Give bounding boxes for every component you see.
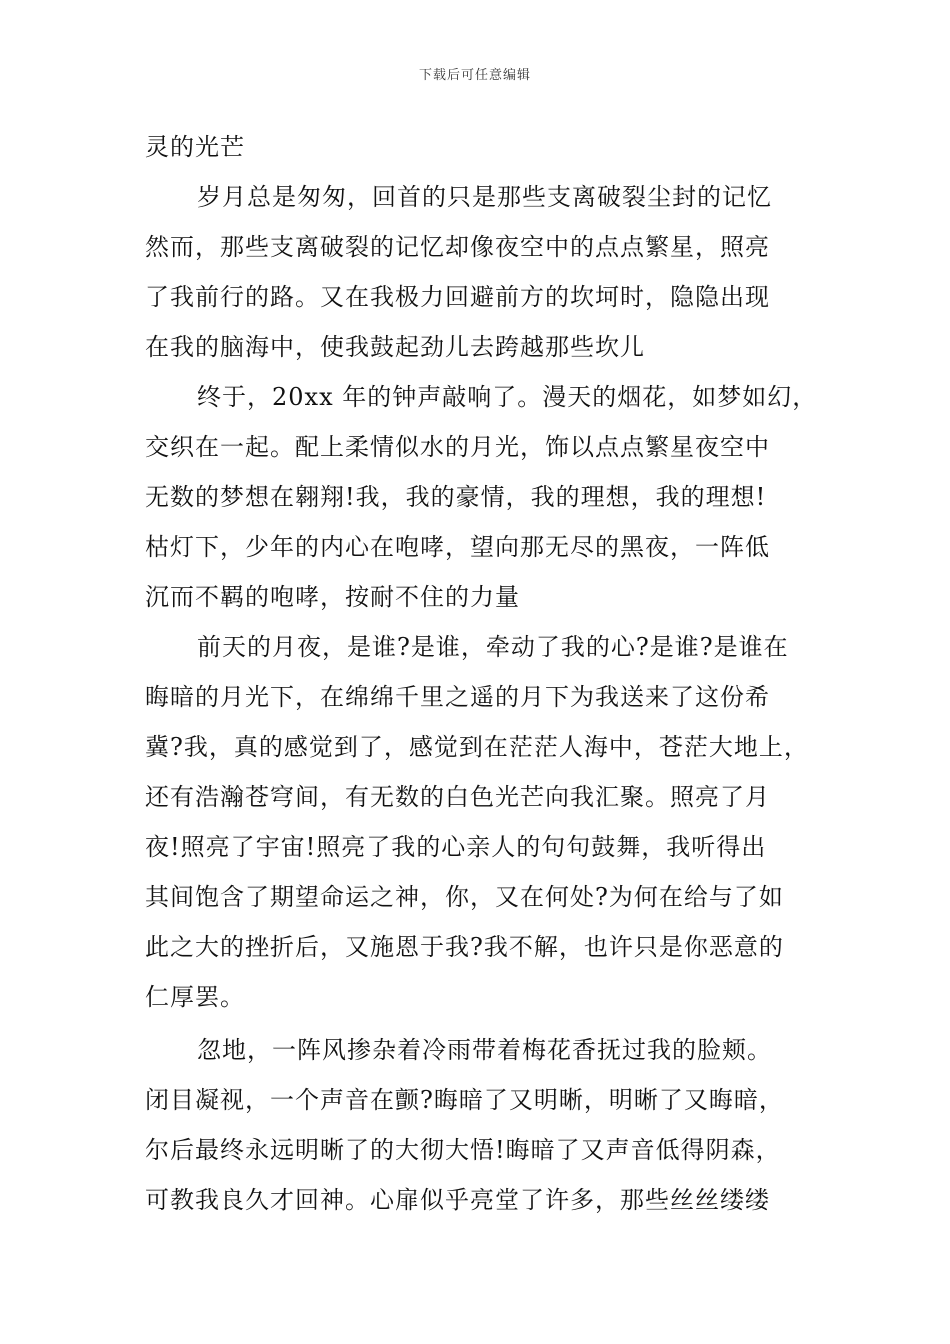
text-line: 前天的月夜，是谁?是谁，牵动了我的心?是谁?是谁在 — [197, 633, 789, 661]
document-body — [145, 122, 825, 1225]
text-line: 还有浩瀚苍穹间，有无数的白色光芒向我汇聚。照亮了月 — [145, 783, 770, 811]
text-line: 此之大的挫折后，又施恩于我?我不解，也许只是你恶意的 — [145, 933, 784, 961]
text-line: 岁月总是匆匆，回首的只是那些支离破裂尘封的记忆 — [197, 183, 772, 211]
text-line: 冀?我，真的感觉到了，感觉到在茫茫人海中，苍茫大地上， — [145, 733, 809, 761]
text-line: 可教我良久才回神。心扉似乎亮堂了许多，那些丝丝缕缕 — [145, 1186, 770, 1214]
text-line: 终于，20xx 年的钟声敲响了。漫天的烟花，如梦如幻， — [197, 383, 818, 411]
text-line: 晦暗的月光下，在绵绵千里之遥的月下为我送来了这份希 — [145, 683, 770, 711]
text-line: 夜!照亮了宇宙!照亮了我的心亲人的句句鼓舞，我听得出 — [145, 833, 767, 861]
text-line: 交织在一起。配上柔情似水的月光，饰以点点繁星夜空中 — [145, 433, 770, 461]
text-line: 闭目凝视，一个声音在颤?晦暗了又明晰，明晰了又晦暗， — [145, 1086, 784, 1114]
page-header: 下载后可任意编辑 — [418, 68, 531, 83]
text-line: 忽地，一阵风掺杂着冷雨带着梅花香抚过我的脸颊。 — [197, 1036, 772, 1064]
text-line: 灵的光芒 — [145, 133, 245, 161]
text-line: 沉而不羁的咆哮，按耐不住的力量 — [145, 583, 520, 611]
text-line: 了我前行的路。又在我极力回避前方的坎坷时，隐隐出现 — [145, 283, 770, 311]
text-line: 枯灯下，少年的内心在咆哮，望向那无尽的黑夜，一阵低 — [145, 533, 770, 561]
text-line: 然而，那些支离破裂的记忆却像夜空中的点点繁星，照亮 — [145, 233, 770, 261]
text-line: 其间饱含了期望命运之神，你，又在何处?为何在给与了如 — [145, 883, 784, 911]
text-line: 无数的梦想在翱翔!我，我的豪情，我的理想，我的理想! — [145, 483, 767, 511]
text-line: 仁厚罢。 — [145, 983, 245, 1011]
text-line: 在我的脑海中，使我鼓起劲儿去跨越那些坎儿 — [145, 333, 645, 361]
text-line: 尔后最终永远明晰了的大彻大悟!晦暗了又声音低得阴森， — [145, 1136, 781, 1164]
